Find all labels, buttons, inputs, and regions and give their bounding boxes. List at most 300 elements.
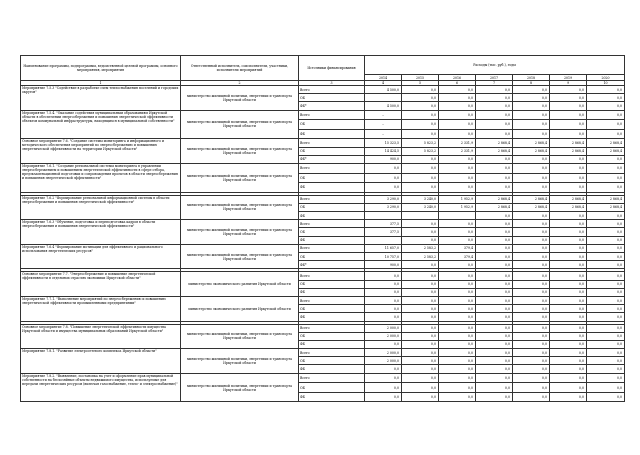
activity-name: Мероприятие 7.6.1. "Создание региональной системы мониторинга в управлении энергосбережением и повышением энергетической эффективности в сфере отбора, предэкзаменационной подготовки и сопровождения проектов в области энергосбережения и повышения энергетической эффективности": [21, 163, 181, 192]
amount-cell: 2 868,4: [513, 147, 550, 155]
funding-source: ФБ: [299, 183, 365, 193]
amount-cell: 0,0: [513, 110, 550, 120]
amount-cell: 0,0: [513, 253, 550, 261]
amount-cell: 0,0: [550, 163, 587, 173]
funding-source: Всего: [299, 324, 365, 332]
amount-cell: 0,0: [550, 373, 587, 383]
amount-cell: 0,0: [402, 383, 439, 393]
responsible-executor: министерство жилищной политики, энергетики и транспорта Иркутской области: [181, 373, 299, 402]
table-row: [21, 139, 625, 147]
table-row: [21, 195, 625, 203]
table-row: [21, 244, 625, 252]
amount-cell: 0,0: [402, 163, 439, 173]
amount-cell: 2 331,9: [439, 147, 476, 155]
responsible-executor: министерство жилищной политики, энергетики и транспорта Иркутской области: [181, 195, 299, 220]
amount-cell: 0,0: [513, 220, 550, 228]
amount-cell: 0,0: [439, 220, 476, 228]
amount-cell: 2 868,4: [550, 195, 587, 203]
amount-cell: 2 583,2: [402, 244, 439, 252]
amount-cell: 15 323,5: [365, 139, 402, 147]
amount-cell: 0,0: [513, 296, 550, 304]
amount-cell: 0,0: [587, 280, 625, 288]
amount-cell: 0,0: [365, 183, 402, 193]
amount-cell: [365, 236, 402, 244]
amount-cell: 0,0: [513, 102, 550, 110]
amount-cell: 0,0: [587, 272, 625, 280]
amount-cell: 0,0: [476, 357, 513, 365]
amount-cell: 0,0: [550, 228, 587, 236]
amount-cell: 0,0: [476, 296, 513, 304]
amount-cell: 0,0: [587, 288, 625, 296]
amount-cell: 0,0: [550, 313, 587, 321]
amount-cell: –: [365, 129, 402, 139]
amount-cell: 0,0: [402, 332, 439, 340]
amount-cell: 0,0: [513, 313, 550, 321]
amount-cell: 0,0: [439, 94, 476, 102]
amount-cell: 0,0: [402, 288, 439, 296]
activity-name: Мероприятие 7.8.1. "Развитие электросетевого комплекса Иркутской области": [21, 349, 181, 374]
budget-table-page: [20, 55, 624, 402]
amount-cell: 2 868,4: [587, 203, 625, 211]
amount-cell: 0,0: [513, 280, 550, 288]
header-year: 2018: [513, 75, 550, 81]
amount-cell: 0,0: [550, 332, 587, 340]
amount-cell: 0,0: [402, 86, 439, 94]
funding-source: Всего: [299, 272, 365, 280]
header-year: 2019: [550, 75, 587, 81]
table-row: [21, 86, 625, 94]
amount-cell: 0,0: [476, 94, 513, 102]
amount-cell: 0,0: [439, 340, 476, 348]
amount-cell: 0,0: [439, 296, 476, 304]
responsible-executor: министерство жилищной политики, энергетики и транспорта Иркутской области: [181, 110, 299, 139]
table-row: [21, 220, 625, 228]
column-index: 9: [550, 81, 587, 86]
amount-cell: 0,0: [513, 163, 550, 173]
column-index: 6: [439, 81, 476, 86]
amount-cell: 0,0: [513, 349, 550, 357]
amount-cell: 0,0: [587, 244, 625, 252]
amount-cell: 2 868,4: [587, 139, 625, 147]
amount-cell: 0,0: [550, 280, 587, 288]
amount-cell: 0,0: [439, 288, 476, 296]
amount-cell: 0,0: [365, 383, 402, 393]
amount-cell: 3 240,0: [402, 195, 439, 203]
amount-cell: 0,0: [550, 365, 587, 373]
table-row: [21, 272, 625, 280]
amount-cell: 0,0: [476, 163, 513, 173]
amount-cell: 0,0: [476, 383, 513, 393]
amount-cell: 0,0: [587, 86, 625, 94]
amount-cell: 0,0: [513, 392, 550, 402]
amount-cell: 0,0: [476, 332, 513, 340]
table-row: [21, 110, 625, 120]
amount-cell: 0,0: [439, 272, 476, 280]
amount-cell: 0,0: [513, 288, 550, 296]
amount-cell: 900,0: [365, 155, 402, 163]
amount-cell: 0,0: [513, 94, 550, 102]
amount-cell: 2 583,2: [402, 253, 439, 261]
column-index: 4: [365, 81, 402, 86]
amount-cell: 0,0: [365, 313, 402, 321]
amount-cell: 0,0: [365, 392, 402, 402]
funding-source: ФБ*: [299, 102, 365, 110]
activity-name: Мероприятие 7.6.3 "Обучение, подготовка и переподготовка кадров в области энергосбережения и повышения энергетической эффективности": [21, 220, 181, 245]
amount-cell: 0,0: [476, 228, 513, 236]
amount-cell: 379,4: [439, 244, 476, 252]
amount-cell: 0,0: [513, 261, 550, 269]
funding-source: Всего: [299, 86, 365, 94]
amount-cell: 377,5: [365, 228, 402, 236]
amount-cell: 0,0: [550, 324, 587, 332]
amount-cell: –: [365, 120, 402, 130]
amount-cell: 0,0: [587, 155, 625, 163]
amount-cell: 0,0: [439, 228, 476, 236]
amount-cell: 0,0: [439, 86, 476, 94]
amount-cell: 0,0: [476, 392, 513, 402]
funding-source: ОБ: [299, 357, 365, 365]
amount-cell: [365, 212, 402, 220]
amount-cell: 5 823,2: [402, 139, 439, 147]
amount-cell: 0,0: [550, 261, 587, 269]
amount-cell: 0,0: [439, 173, 476, 183]
amount-cell: 0,0: [513, 357, 550, 365]
responsible-executor: министерство экономического развития Иркутской области: [181, 296, 299, 321]
amount-cell: 4 500,0: [365, 86, 402, 94]
amount-cell: 0,0: [513, 86, 550, 94]
amount-cell: 0,0: [402, 296, 439, 304]
header-year: 2016: [439, 75, 476, 81]
funding-source: ОБ: [299, 228, 365, 236]
funding-source: ФБ: [299, 392, 365, 402]
activity-name: Основное мероприятие 7.8. "Повышение энергетической эффективности имущества Иркутской области и имущества муниципальных образований Иркутской области": [21, 324, 181, 349]
amount-cell: 0,0: [365, 373, 402, 383]
header-responsible: Ответственный исполнитель, соисполнители, участники, исполнители мероприятий: [181, 56, 299, 81]
amount-cell: 0,0: [365, 280, 402, 288]
amount-cell: 0,0: [402, 272, 439, 280]
amount-cell: 2 868,4: [550, 139, 587, 147]
amount-cell: 0,0: [476, 183, 513, 193]
activity-name: Мероприятие 7.8.2. "Выявление, постановка на учет и оформление прав муниципальной собственности на бесхозяйные объекты недвижимого имущества, используемые для передачи энергетических ресурсов (включая газоснабжение, тепло- и электроснабжение)": [21, 373, 181, 402]
responsible-executor: министерство жилищной политики, энергетики и транспорта Иркутской области: [181, 220, 299, 245]
amount-cell: 2 868,4: [513, 195, 550, 203]
amount-cell: 0,0: [550, 236, 587, 244]
amount-cell: 0,0: [550, 183, 587, 193]
amount-cell: 0,0: [587, 383, 625, 393]
amount-cell: 0,0: [587, 261, 625, 269]
funding-source: ОБ: [299, 203, 365, 211]
amount-cell: 0,0: [550, 86, 587, 94]
funding-source: Всего: [299, 244, 365, 252]
funding-source: Всего: [299, 195, 365, 203]
amount-cell: 0,0: [513, 228, 550, 236]
responsible-executor: министерство жилищной политики, энергетики и транспорта Иркутской области: [181, 139, 299, 164]
amount-cell: 0,0: [550, 340, 587, 348]
amount-cell: 0,0: [550, 253, 587, 261]
amount-cell: 0,0: [439, 373, 476, 383]
amount-cell: 0,0: [587, 349, 625, 357]
responsible-executor: министерство жилищной политики, энергетики и транспорта Иркутской области: [181, 244, 299, 269]
amount-cell: 0,0: [476, 349, 513, 357]
activity-name: Мероприятие 7.6.4 "Формирование мотивации для эффективного и рационального использования энергетических ресурсов": [21, 244, 181, 269]
amount-cell: 0,0: [402, 305, 439, 313]
amount-cell: 0,0: [550, 212, 587, 220]
amount-cell: 0,0: [476, 220, 513, 228]
funding-source: Всего: [299, 110, 365, 120]
funding-source: ФБ: [299, 129, 365, 139]
amount-cell: 1 952,9: [439, 203, 476, 211]
amount-cell: 0,0: [402, 183, 439, 193]
amount-cell: 0,0: [365, 296, 402, 304]
amount-cell: 0,0: [587, 183, 625, 193]
amount-cell: 0,0: [513, 324, 550, 332]
amount-cell: 0,0: [513, 340, 550, 348]
header-year: 2020: [587, 75, 625, 81]
amount-cell: 0,0: [550, 110, 587, 120]
funding-source: ОБ: [299, 253, 365, 261]
amount-cell: 0,0: [476, 212, 513, 220]
amount-cell: 0,0: [587, 110, 625, 120]
amount-cell: 5 823,2: [402, 147, 439, 155]
amount-cell: 0,0: [439, 313, 476, 321]
amount-cell: 0,0: [587, 296, 625, 304]
amount-cell: 0,0: [587, 163, 625, 173]
funding-source: ФБ: [299, 313, 365, 321]
amount-cell: 0,0: [365, 340, 402, 348]
amount-cell: 0,0: [513, 272, 550, 280]
amount-cell: 0,0: [587, 220, 625, 228]
amount-cell: 0,0: [587, 94, 625, 102]
amount-cell: 2 868,4: [476, 147, 513, 155]
amount-cell: 0,0: [439, 102, 476, 110]
amount-cell: 0,0: [402, 349, 439, 357]
amount-cell: 0,0: [550, 288, 587, 296]
amount-cell: [439, 212, 476, 220]
amount-cell: 2 868,4: [550, 147, 587, 155]
amount-cell: 0,0: [587, 305, 625, 313]
amount-cell: 2 868,4: [550, 203, 587, 211]
amount-cell: 0,0: [550, 129, 587, 139]
amount-cell: 0,0: [513, 120, 550, 130]
activity-name: Мероприятие 7.5.3 "Содействие в разработке схем теплоснабжения поселений и городских округов": [21, 86, 181, 111]
amount-cell: [402, 212, 439, 220]
amount-cell: 2 868,4: [476, 195, 513, 203]
amount-cell: 2 868,4: [513, 203, 550, 211]
amount-cell: 0,0: [476, 313, 513, 321]
amount-cell: 2 868,4: [476, 203, 513, 211]
amount-cell: 379,4: [439, 253, 476, 261]
amount-cell: 0,0: [513, 236, 550, 244]
amount-cell: –: [365, 110, 402, 120]
amount-cell: 0,0: [402, 120, 439, 130]
funding-source: ОБ: [299, 280, 365, 288]
amount-cell: 0,0: [365, 163, 402, 173]
amount-cell: 0,0: [550, 305, 587, 313]
amount-cell: 900,0: [365, 261, 402, 269]
amount-cell: 0,0: [587, 228, 625, 236]
amount-cell: 0,0: [476, 110, 513, 120]
amount-cell: 0,0: [550, 383, 587, 393]
amount-cell: 0,0: [513, 365, 550, 373]
table-row: [21, 296, 625, 304]
amount-cell: 0,0: [439, 183, 476, 193]
amount-cell: 2 868,4: [476, 139, 513, 147]
amount-cell: 0,0: [402, 102, 439, 110]
amount-cell: 0,0: [476, 173, 513, 183]
activity-name: Основное мероприятие 7.7. "Энергосбережение и повышение энергетической эффективности в отдельных отраслях экономики Иркутской области": [21, 272, 181, 297]
amount-cell: 0,0: [476, 288, 513, 296]
funding-source: ФБ: [299, 212, 365, 220]
amount-cell: 0,0: [587, 392, 625, 402]
amount-cell: 10 757,0: [365, 253, 402, 261]
responsible-executor: министерство жилищной политики, энергетики и транспорта Иркутской области: [181, 349, 299, 374]
funding-source: ОБ: [299, 383, 365, 393]
amount-cell: 11 657,0: [365, 244, 402, 252]
amount-cell: 2 868,4: [513, 139, 550, 147]
amount-cell: 0,0: [476, 261, 513, 269]
funding-source: Всего: [299, 349, 365, 357]
amount-cell: 0,0: [587, 129, 625, 139]
amount-cell: 0,0: [550, 102, 587, 110]
amount-cell: 0,0: [587, 340, 625, 348]
amount-cell: 0,0: [439, 332, 476, 340]
amount-cell: 0,0: [476, 340, 513, 348]
amount-cell: 0,0: [550, 94, 587, 102]
amount-cell: 0,0: [513, 244, 550, 252]
funding-source: ОБ: [299, 94, 365, 102]
amount-cell: 0,0: [402, 365, 439, 373]
amount-cell: 0,0: [476, 236, 513, 244]
amount-cell: 0,0: [402, 236, 439, 244]
amount-cell: 0,0: [587, 236, 625, 244]
amount-cell: 0,0: [587, 324, 625, 332]
amount-cell: 0,0: [476, 129, 513, 139]
amount-cell: 0,0: [402, 280, 439, 288]
amount-cell: 0,0: [476, 102, 513, 110]
amount-cell: 0,0: [587, 373, 625, 383]
funding-source: Всего: [299, 296, 365, 304]
amount-cell: 2 868,4: [587, 195, 625, 203]
amount-cell: 2 868,4: [587, 147, 625, 155]
amount-cell: 0,0: [513, 332, 550, 340]
amount-cell: 0,0: [550, 173, 587, 183]
amount-cell: 0,0: [513, 383, 550, 393]
amount-cell: 0,0: [587, 173, 625, 183]
column-index: 1: [21, 81, 181, 86]
amount-cell: 0,0: [402, 373, 439, 383]
amount-cell: 2 000,0: [365, 357, 402, 365]
amount-cell: 0,0: [587, 332, 625, 340]
table-row: [21, 349, 625, 357]
funding-source: ОБ: [299, 147, 365, 155]
amount-cell: 0,0: [587, 253, 625, 261]
amount-cell: 0,0: [439, 392, 476, 402]
activity-name: Мероприятие 7.7.1. "Выполнение мероприятий по энергосбережению и повышению энергетической эффективности промышленными предприятиями": [21, 296, 181, 321]
amount-cell: 0,0: [513, 155, 550, 163]
header-source: Источники финансирования: [299, 56, 365, 81]
funding-source: Всего: [299, 163, 365, 173]
funding-source: ФБ: [299, 340, 365, 348]
amount-cell: 0,0: [476, 373, 513, 383]
amount-cell: 0,0: [439, 383, 476, 393]
column-index: 5: [402, 81, 439, 86]
amount-cell: 0,0: [476, 155, 513, 163]
amount-cell: 0,0: [587, 102, 625, 110]
amount-cell: 0,0: [513, 183, 550, 193]
funding-source: Всего: [299, 373, 365, 383]
amount-cell: 0,0: [587, 212, 625, 220]
amount-cell: 0,0: [439, 120, 476, 130]
amount-cell: 2 331,9: [439, 139, 476, 147]
amount-cell: 0,0: [476, 86, 513, 94]
amount-cell: 0,0: [439, 129, 476, 139]
amount-cell: 0,0: [402, 129, 439, 139]
funding-source: ОБ: [299, 332, 365, 340]
amount-cell: 0,0: [439, 349, 476, 357]
amount-cell: 0,0: [402, 261, 439, 269]
amount-cell: 0,0: [550, 272, 587, 280]
funding-source: ОБ: [299, 305, 365, 313]
amount-cell: 0,0: [550, 357, 587, 365]
amount-cell: 0,0: [550, 392, 587, 402]
amount-cell: 0,0: [439, 155, 476, 163]
header-name: Наименование программы, подпрограммы, ведомственной целевой программы, основного мероприятия, мероприятия: [21, 56, 181, 81]
amount-cell: 0,0: [439, 324, 476, 332]
amount-cell: 3 290,0: [365, 195, 402, 203]
amount-cell: 0,0: [550, 296, 587, 304]
amount-cell: 0,0: [587, 120, 625, 130]
amount-cell: 0,0: [402, 155, 439, 163]
amount-cell: 0,0: [476, 244, 513, 252]
amount-cell: 0,0: [365, 173, 402, 183]
amount-cell: 2 000,0: [365, 332, 402, 340]
amount-cell: 0,0: [476, 253, 513, 261]
amount-cell: 0,0: [476, 280, 513, 288]
funding-source: ФБ: [299, 365, 365, 373]
amount-cell: 0,0: [365, 272, 402, 280]
amount-cell: 0,0: [439, 261, 476, 269]
amount-cell: 0,0: [587, 365, 625, 373]
amount-cell: 0,0: [402, 324, 439, 332]
amount-cell: 0,0: [513, 305, 550, 313]
activity-name: Мероприятие 7.6.2 "Формирование региональной информационной системы в области энергосбережения и повышения энергетической эффективности": [21, 195, 181, 220]
responsible-executor: министерство экономического развития Иркутской области: [181, 272, 299, 297]
amount-cell: 0,0: [402, 313, 439, 321]
amount-cell: 0,0: [439, 110, 476, 120]
amount-cell: 0,0: [587, 357, 625, 365]
amount-cell: 0,0: [439, 305, 476, 313]
column-index: 7: [476, 81, 513, 86]
header-year: 2014: [365, 75, 402, 81]
amount-cell: 0,0: [550, 244, 587, 252]
responsible-executor: министерство жилищной политики, энергетики и транспорта Иркутской области: [181, 86, 299, 111]
amount-cell: 0,0: [402, 94, 439, 102]
amount-cell: 0,0: [402, 228, 439, 236]
amount-cell: 0,0: [439, 280, 476, 288]
funding-source: Всего: [299, 139, 365, 147]
amount-cell: 0,0: [402, 392, 439, 402]
column-index: 10: [587, 81, 625, 86]
amount-cell: 0,0: [550, 155, 587, 163]
funding-source: Всего: [299, 220, 365, 228]
header-year: 2015: [402, 75, 439, 81]
amount-cell: 0,0: [402, 220, 439, 228]
amount-cell: 0,0: [402, 173, 439, 183]
table-row: [21, 163, 625, 173]
funding-source: ОБ: [299, 120, 365, 130]
amount-cell: 3 240,0: [402, 203, 439, 211]
amount-cell: 0,0: [476, 324, 513, 332]
